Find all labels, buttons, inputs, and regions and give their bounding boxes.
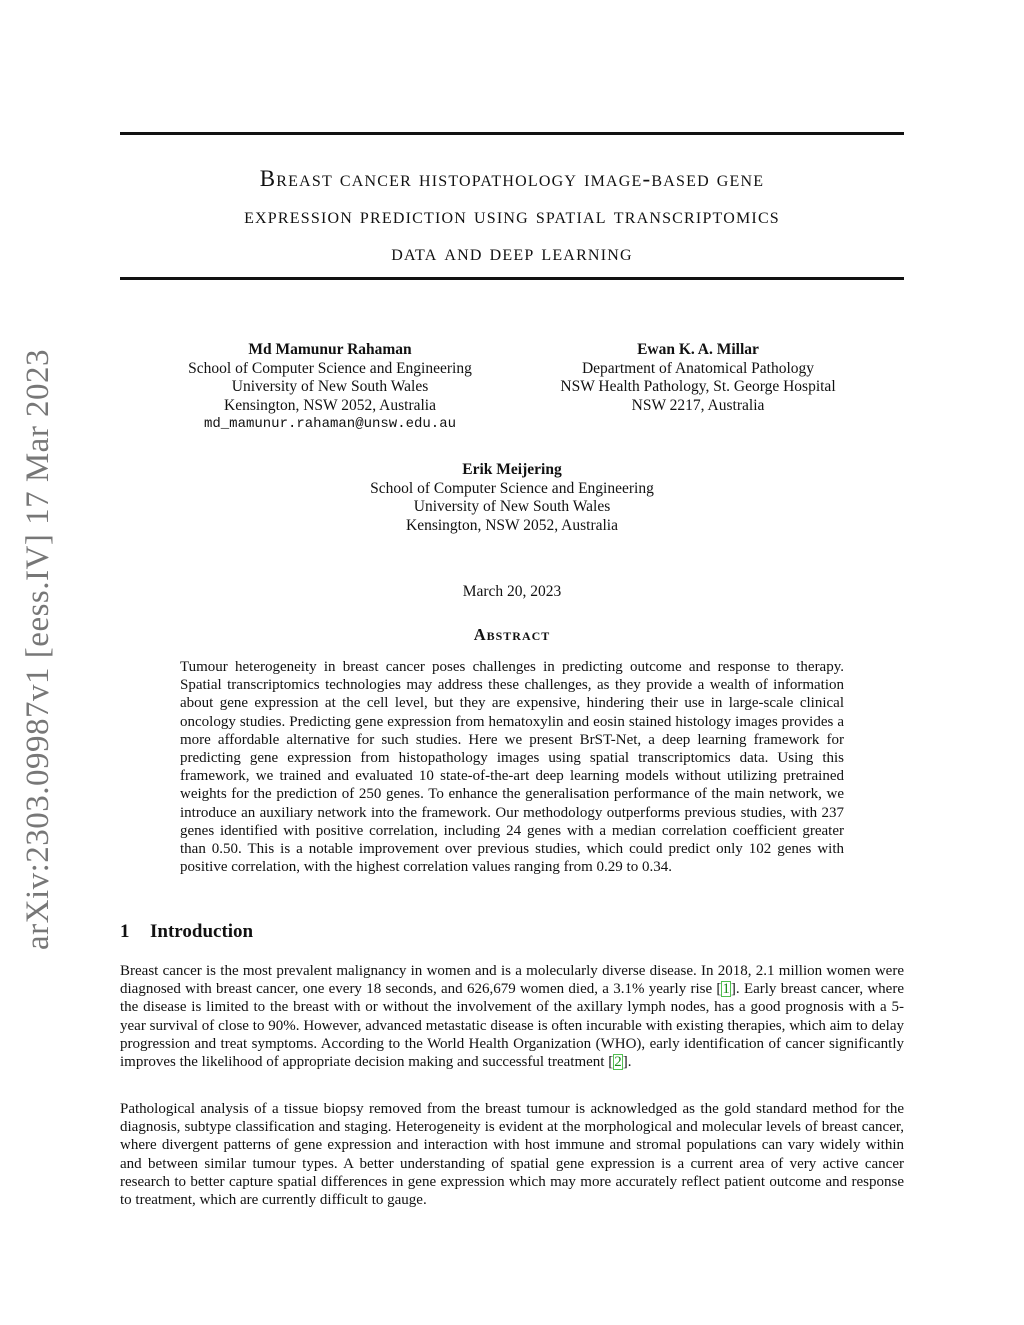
abstract-heading: Abstract (473, 625, 551, 644)
author-email[interactable]: md_mamunur.rahaman@unsw.edu.au (203, 416, 457, 432)
author-affiliation: NSW Health Pathology, St. George Hospital (560, 378, 836, 395)
section-title: Introduction (150, 921, 254, 942)
author-name: Erik Meijering (462, 461, 562, 478)
author-name: Ewan K. A. Millar (637, 341, 759, 358)
title-line-3: data and deep learning (391, 240, 633, 265)
section-heading (120, 921, 253, 943)
citation-link[interactable]: 1 (722, 981, 730, 998)
author-affiliation: School of Computer Science and Engineering (370, 479, 654, 497)
citation-link[interactable]: 2 (614, 1054, 622, 1071)
title-rule-top (120, 132, 904, 135)
body-paragraph-1 (120, 962, 904, 1071)
author-affiliation: University of New South Wales (231, 378, 429, 395)
author-block-3 (312, 461, 712, 535)
arxiv-stamp: arXiv:2303.09987v1 [eess.IV] 17 Mar 2023 (20, 348, 56, 950)
author-name: Md Mamunur Rahaman (248, 341, 412, 358)
paper-title (120, 160, 904, 271)
paragraph-text: ]. (622, 1054, 632, 1071)
author-affiliation: NSW 2217, Australia (631, 396, 765, 414)
section-number: 1 (120, 921, 130, 942)
publication-date: March 20, 2023 (462, 583, 562, 600)
paragraph-text: Breast cancer is the most prevalent malignancy in women and is a molecularly diverse disease. In 2018, 2.1 million women were diagnosed with breast cancer, one every 18 seconds, and 626,679 women died, a 3.1% yearly rise [ (120, 963, 904, 998)
author-block-1 (150, 341, 510, 434)
body-paragraph-2: Pathological analysis of a tissue biopsy removed from the breast tumour is acknowledged as the gold standard method for the diagnosis, subtype classification and staging. Heterogeneity is evident at the morphological and molecular levels of breast cancer, where divergent patterns of gene expression and interaction with host immune and stromal populations can vary widely within and between similar tumour types. A better understanding of spatial gene expression is a current area of very active cancer research to better capture spatial differences in gene expression which may more accurately reflect patient outcome and response to treatment, which are currently difficult to gauge. (120, 1101, 904, 1209)
title-line-2: expression prediction using spatial transcriptomics (244, 203, 780, 228)
author-affiliation: University of New South Wales (413, 498, 611, 515)
title-rule-bottom (120, 277, 904, 280)
author-affiliation: Department of Anatomical Pathology (581, 359, 814, 377)
author-affiliation: Kensington, NSW 2052, Australia (406, 516, 618, 534)
author-block-2 (528, 341, 868, 415)
abstract-text: Tumour heterogeneity in breast cancer poses challenges in predicting outcome and response to therapy. Spatial transcriptomics technologies may address these challenges, as they provide a wealth of information about gene expression at the cell level, but they are expensive, hindering their use in large-scale clinical oncology studies. Predicting gene expression from hematoxylin and eosin stained histology images provides a more affordable alternative for such studies. Here we present BrST-Net, a deep learning framework for predicting gene expression from histopathology images using spatial transcriptomics data. Using this framework, we trained and evaluated 10 state-of-the-art deep learning models without utilizing pretrained weights for the prediction of 250 genes. To enhance the generalisation performance of the main network, we introduce an auxiliary network into the framework. Our methodology outperforms previous studies, with 237 genes identified with positive correlation, including 24 genes with a median correlation coefficient greater than 0.50. This is a notable improvement over previous studies, which could predict only 102 genes with positive correlation, with the highest correlation values ranging from 0.29 to 0.34. (180, 659, 844, 876)
title-line-1: Breast cancer histopathology image-based gene (259, 166, 765, 191)
author-affiliation: Kensington, NSW 2052, Australia (224, 396, 436, 414)
paragraph-text: ]. Early breast cancer, where the disease is limited to the breast with or without the involvement of the axillary lymph nodes, has a good prognosis with a 5-year survival of close to 90%. However, advanced metastatic disease is often incurable with existing therapies, which aim to delay progression and treat symptoms. According to the World Health Organization (WHO), early identification of cancer significantly improves the likelihood of appropriate decision making and successful treatment [ (120, 981, 904, 1071)
author-affiliation: School of Computer Science and Engineering (188, 359, 472, 377)
